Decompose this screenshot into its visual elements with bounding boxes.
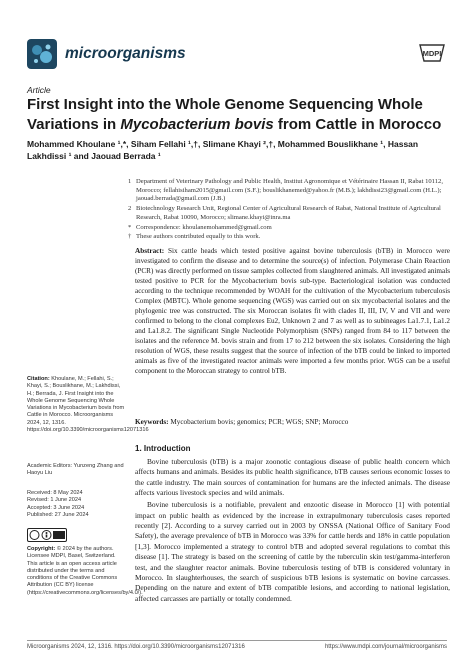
- keywords: [135, 417, 450, 427]
- footer-journal-link[interactable]: https://www.mdpi.com/journal/microorganisms: [324, 644, 447, 650]
- journal-header: [27, 34, 186, 74]
- affiliation-number: 2: [128, 205, 132, 212]
- title-italic: Mycobacterium bovis: [120, 116, 274, 133]
- abstract-text: Six cattle heads which tested positive against bovine tuberculosis (bTB) in Morocco were investigated to confirm the disease and to determine the source(s) of infection. Polymerase Chain Reaction (PCR) was directly performed on tissue samples collected from slaughtered animals. All investigated animals tested positive to PCR for the Mycobacterium bovis sub-type. Bacteriological isolation was conducted according to the technique recommended by WOAH for the cultivation of the Mycobacterium tuberculosis Complex (MBTC). Whole genome sequencing (WGS) was carried out on six mycobacterial isolates and the phylogenic tree was constructed. The six Moroccan isolates fit with clades II, III, IV, V and VII and were confirmed to belong to the clonal complexes Eu2, Unknown 2 and 7 as well as to subineages La1.7.1, La1.2 and La1.8.2. The significant Single Nucleotide Polymorphism (SNPs) ranged from 84 to 117 between the isolates and the reference M. bovis strain and from 17 to 212 between the six isolates. Considering the high resolution of WGS, these results suggest that the source of infection of the bTB could be linked to imported animals as five of the investigated reactor animals were imported a few months prior. WGS can be a useful component to the Moroccan strategy to control bTB.: [135, 247, 450, 375]
- section-heading: 1. Introduction: [135, 444, 191, 453]
- footer-citation: Microorganisms 2024, 12, 1316. https://doi.org/10.3390/microorganisms12071316: [27, 644, 245, 650]
- equal-contribution-note: [128, 233, 448, 242]
- abstract: [135, 246, 450, 376]
- affiliation-text: Department of Veterinary Pathology and Public Health, Institut Agronomique et Vétérinaire Hassan II, Rabat 10112, Morocco; fellahisiham2015@gmail.com (S.F.); bouslikhanemed@yahoo.fr (M.B.); lakhdissi23@gmail.com (H.L.); jaouad.berrada@gmail.com (J.B.): [136, 178, 443, 203]
- title-part2: from Cattle in Morocco: [273, 116, 442, 133]
- affiliation-number: *: [128, 224, 132, 231]
- intro-paragraph-1: Bovine tuberculosis (bTB) is a major zoonotic contagious disease of public health concern which affects humans and animals. Besides its public health significance, bTB causes serious economic losses to the cattle industry. The main sources of contamination for humans are the infected animals. The disease affects various livestock species and wild animals.: [135, 457, 450, 498]
- citation-block: [27, 376, 149, 434]
- affiliation-number: †: [128, 233, 132, 240]
- journal-name: microorganisms: [65, 45, 186, 62]
- abstract-label: Abstract:: [135, 247, 165, 255]
- copyright-text: © 2024 by the authors. Licensee MDPI, Basel, Switzerland. This article is an open access article distributed under the terms and conditions of the Creative Commons Attribution (CC BY) license (https://creativecommons.org/licenses/by/4.0/).: [27, 546, 143, 596]
- article-type: Article: [27, 85, 51, 95]
- received-date: Received: 8 May 2024: [27, 490, 83, 496]
- affiliation-1: [128, 178, 448, 204]
- keywords-text: Mycobacterium bovis; genomics; PCR; WGS; SNP; Morocco: [168, 418, 349, 426]
- published-date: Published: 27 June 2024: [27, 511, 89, 518]
- keywords-label: Keywords:: [135, 418, 169, 426]
- academic-editors: Academic Editors: Yunzeng Zhang and Haoyu Liu: [27, 463, 124, 477]
- mdpi-logo-text: MDPI: [422, 49, 442, 58]
- copyright-label: Copyright:: [27, 546, 56, 552]
- affiliation-text: Correspondence: khoulanemohammed@gmail.com: [136, 224, 272, 231]
- citation-label: Citation:: [27, 376, 50, 382]
- revised-date: Revised: 1 June 2024: [27, 497, 82, 504]
- correspondence: [128, 224, 448, 233]
- dates-block: [27, 490, 127, 519]
- introduction-body: [135, 457, 450, 606]
- title-part1: First Insight into the Whole Genome Sequencing Whole Variations in: [27, 96, 423, 133]
- citation-text: Khoulane, M.; Fellahi, S.; Khayi, S.; Bouslikhane, M.; Lakhdissi, H.; Berrada, J. First Insight into the Whole Genome Sequencing Whole Variations in Mycobacterium bovis from Cattle in Morocco. Microorganisms 2024, 12, 1316. https://doi.org/10.3390/microorganisms12071316: [27, 376, 149, 434]
- mdpi-logo-icon: [418, 43, 446, 63]
- accepted-date: Accepted: 3 June 2024: [27, 504, 85, 511]
- intro-paragraph-2: Bovine tuberculosis is a notifiable, prevalent and enzootic disease in Morocco [1] with potential impact on public health as evidenced by the increase in extrapulmonary tuberculosis cases reported recently [2]. According to a survey carried out in 2003 by ONSSA (National Office of Sanitary Food Safety), the average prevalence of bTB in Morocco was 33% for cattle herds and 18% in cattle population [1,3]. Morocco implemented a strategy to control bTB and adopted several regulations to combat this disease [1]. The strategy is based on the screening of cattle by the tuberculin skin test/gamma-interferon test, and the slaughter reactor animals. Bovine tuberculosis testing of bTB is considered voluntary in Morocco. In slaughterhouses, the search of suspicious bTB lesions is systematic on bovine carcasses. Depending on the nature and extent of bTB compatible lesions, and according to national legislation, affected carcasses are partially or totally condemned.: [135, 500, 450, 603]
- copyright-block: [27, 528, 143, 597]
- affiliation-text: Biotechnology Research Unit, Regional Center of Agricultural Research of Rabat, National Institute of Agricultural Research, Rabat 10090, Morocco; slimane.khayi@inra.ma: [136, 205, 441, 221]
- affiliation-number: 1: [128, 178, 132, 185]
- cc-by-license-icon: [27, 528, 67, 542]
- author-list: Mohammed Khoulane ¹,*, Siham Fellahi ¹,†, Slimane Khayi ²,†, Mohammed Bouslikhane ¹, Hassan Lakhdissi ¹ and Jaouad Berrada ¹: [27, 139, 419, 161]
- affiliation-2: [128, 205, 448, 222]
- microorganisms-logo-icon: [27, 39, 57, 69]
- article-title: [27, 95, 447, 135]
- affiliation-text: These authors contributed equally to this work.: [136, 233, 261, 240]
- footer-divider: [27, 640, 447, 641]
